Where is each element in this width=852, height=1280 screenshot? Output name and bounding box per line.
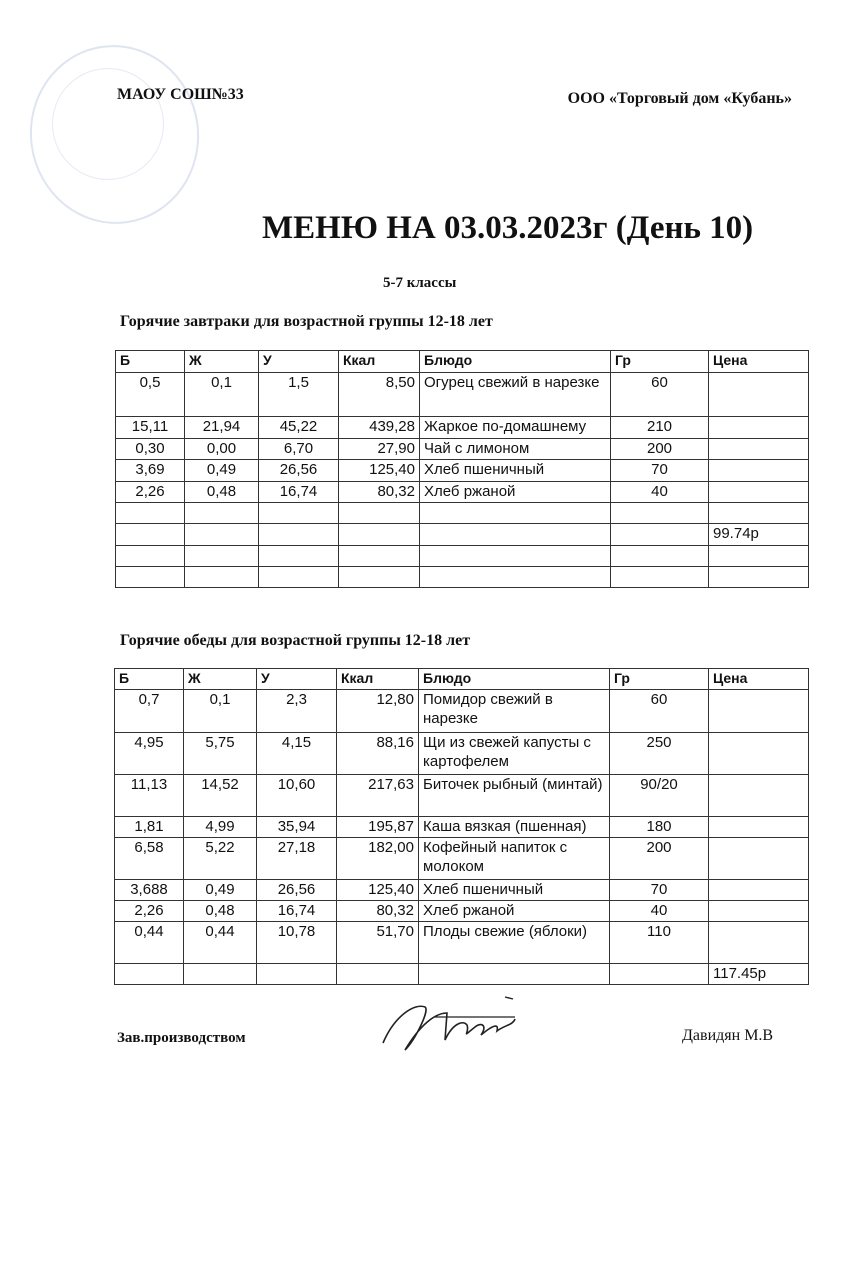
table-row [115,690,809,733]
table-row [115,964,809,985]
cell-protein: 0,5 [116,373,185,417]
cell-carbs: 27,18 [257,838,337,880]
cell-protein: 3,69 [116,460,185,482]
cell-kcal: 195,87 [337,817,419,838]
cell-dish: Хлеб ржаной [419,901,610,922]
col-header-gr: Гр [610,669,709,690]
col-header-u: У [259,351,339,373]
cell-dish [419,964,610,985]
cell-carbs: 26,56 [259,460,339,482]
cell-fat [185,546,259,567]
col-header-dish: Блюдо [420,351,611,373]
cell-carbs [257,964,337,985]
cell-fat: 0,48 [184,901,257,922]
cell-price [709,922,809,964]
table-row [116,373,809,417]
manager-name: Давидян М.В [682,1027,774,1044]
col-header-b: Б [115,669,184,690]
cell-price [709,503,809,524]
cell-kcal: 80,32 [339,482,420,503]
cell-price [709,817,809,838]
cell-grams: 40 [611,482,709,503]
cell-protein [116,524,185,546]
cell-price [709,880,809,901]
table-row [116,546,809,567]
col-header-kcal: Ккал [339,351,420,373]
cell-carbs [259,524,339,546]
col-header-zh: Ж [184,669,257,690]
cell-grams: 60 [611,373,709,417]
table-row [116,503,809,524]
cell-protein: 2,26 [115,901,184,922]
cell-grams [610,964,709,985]
cell-carbs [259,546,339,567]
cell-kcal: 125,40 [339,460,420,482]
cell-grams: 70 [611,460,709,482]
cell-dish: Жаркое по-домашнему [420,417,611,439]
cell-protein: 6,58 [115,838,184,880]
page-title: МЕНЮ НА 03.03.2023г (День 10) [262,210,754,246]
cell-grams: 110 [610,922,709,964]
table-row [116,439,809,460]
table-row [116,482,809,503]
cell-fat [185,503,259,524]
cell-dish: Чай с лимоном [420,439,611,460]
cell-fat: 0,49 [184,880,257,901]
cell-grams: 200 [610,838,709,880]
cell-protein: 15,11 [116,417,185,439]
position-label: Зав.производством [117,1030,246,1046]
cell-fat: 0,00 [185,439,259,460]
cell-price [709,733,809,775]
cell-fat: 14,52 [184,775,257,817]
cell-protein: 0,44 [115,922,184,964]
cell-carbs: 16,74 [259,482,339,503]
cell-dish: Биточек рыбный (минтай) [419,775,610,817]
cell-carbs: 1,5 [259,373,339,417]
cell-price [709,417,809,439]
cell-fat: 4,99 [184,817,257,838]
table-row [116,567,809,588]
cell-price [709,567,809,588]
breakfast-section-title: Горячие завтраки для возрастной группы 12-18 лет [120,313,493,330]
cell-kcal: 27,90 [339,439,420,460]
table-row [116,460,809,482]
table-row [116,417,809,439]
table-row [115,775,809,817]
cell-kcal: 12,80 [337,690,419,733]
cell-grams: 200 [611,439,709,460]
cell-fat [184,964,257,985]
cell-carbs: 45,22 [259,417,339,439]
col-header-price: Цена [709,669,809,690]
table-row [115,880,809,901]
cell-dish: Каша вязкая (пшенная) [419,817,610,838]
cell-kcal [337,964,419,985]
col-header-price: Цена [709,351,809,373]
grade-label: 5-7 классы [383,275,457,291]
cell-fat: 21,94 [185,417,259,439]
cell-kcal [339,503,420,524]
col-header-b: Б [116,351,185,373]
cell-fat: 5,22 [184,838,257,880]
cell-price [709,838,809,880]
lunch-table [114,668,809,985]
cell-fat: 0,1 [185,373,259,417]
table-row [115,901,809,922]
cell-carbs: 26,56 [257,880,337,901]
cell-carbs: 4,15 [257,733,337,775]
cell-grams [611,546,709,567]
cell-kcal: 217,63 [337,775,419,817]
supplier-name: ООО «Торговый дом «Кубань» [567,90,792,107]
cell-fat: 0,1 [184,690,257,733]
cell-protein: 2,26 [116,482,185,503]
cell-protein: 4,95 [115,733,184,775]
cell-kcal [339,524,420,546]
cell-kcal: 88,16 [337,733,419,775]
cell-kcal: 125,40 [337,880,419,901]
cell-protein [116,546,185,567]
col-header-u: У [257,669,337,690]
cell-carbs [259,567,339,588]
cell-protein: 1,81 [115,817,184,838]
cell-dish [420,503,611,524]
cell-price [709,460,809,482]
cell-dish: Хлеб пшеничный [419,880,610,901]
cell-fat: 0,49 [185,460,259,482]
cell-carbs [259,503,339,524]
col-header-kcal: Ккал [337,669,419,690]
cell-dish: Хлеб ржаной [420,482,611,503]
cell-price [709,546,809,567]
cell-fat: 0,48 [185,482,259,503]
cell-fat: 5,75 [184,733,257,775]
stamp-inner-ring [52,68,164,180]
cell-kcal: 439,28 [339,417,420,439]
cell-price [709,482,809,503]
cell-fat [185,567,259,588]
cell-protein [116,503,185,524]
table-row [115,733,809,775]
cell-grams: 40 [610,901,709,922]
cell-carbs: 10,60 [257,775,337,817]
table-row [115,817,809,838]
table-row [115,838,809,880]
cell-price [709,690,809,733]
cell-price [709,439,809,460]
cell-kcal: 8,50 [339,373,420,417]
cell-protein: 3,688 [115,880,184,901]
table-row [115,922,809,964]
cell-dish: Огурец свежий в нарезке [420,373,611,417]
cell-grams: 210 [611,417,709,439]
table-row [116,524,809,546]
cell-protein [115,964,184,985]
cell-carbs: 2,3 [257,690,337,733]
cell-protein: 0,7 [115,690,184,733]
cell-protein: 11,13 [115,775,184,817]
cell-kcal [339,567,420,588]
cell-grams: 250 [610,733,709,775]
cell-dish [420,524,611,546]
cell-kcal: 80,32 [337,901,419,922]
cell-price: 99.74р [709,524,809,546]
cell-grams: 180 [610,817,709,838]
lunch-section-title: Горячие обеды для возрастной группы 12-18 лет [120,632,471,649]
cell-dish: Кофейный напиток с молоком [419,838,610,880]
lunch-header-row [115,669,809,690]
breakfast-header-row [116,351,809,373]
cell-grams: 90/20 [610,775,709,817]
col-header-dish: Блюдо [419,669,610,690]
cell-dish: Плоды свежие (яблоки) [419,922,610,964]
col-header-zh: Ж [185,351,259,373]
cell-kcal: 182,00 [337,838,419,880]
cell-dish: Помидор свежий в нарезке [419,690,610,733]
cell-price [709,901,809,922]
col-header-gr: Гр [611,351,709,373]
cell-grams [611,524,709,546]
cell-price [709,373,809,417]
cell-carbs: 10,78 [257,922,337,964]
cell-fat: 0,44 [184,922,257,964]
cell-dish: Щи из свежей капусты с картофелем [419,733,610,775]
cell-carbs: 16,74 [257,901,337,922]
cell-price [709,775,809,817]
cell-grams [611,503,709,524]
cell-protein: 0,30 [116,439,185,460]
cell-grams [611,567,709,588]
cell-dish: Хлеб пшеничный [420,460,611,482]
school-name: МАОУ СОШ№33 [117,86,244,103]
cell-dish [420,567,611,588]
cell-carbs: 6,70 [259,439,339,460]
cell-dish [420,546,611,567]
cell-grams: 70 [610,880,709,901]
cell-price: 117.45р [709,964,809,985]
cell-kcal: 51,70 [337,922,419,964]
cell-fat [185,524,259,546]
cell-kcal [339,546,420,567]
breakfast-table [115,350,809,588]
cell-carbs: 35,94 [257,817,337,838]
signature-image [375,995,525,1065]
cell-protein [116,567,185,588]
cell-grams: 60 [610,690,709,733]
